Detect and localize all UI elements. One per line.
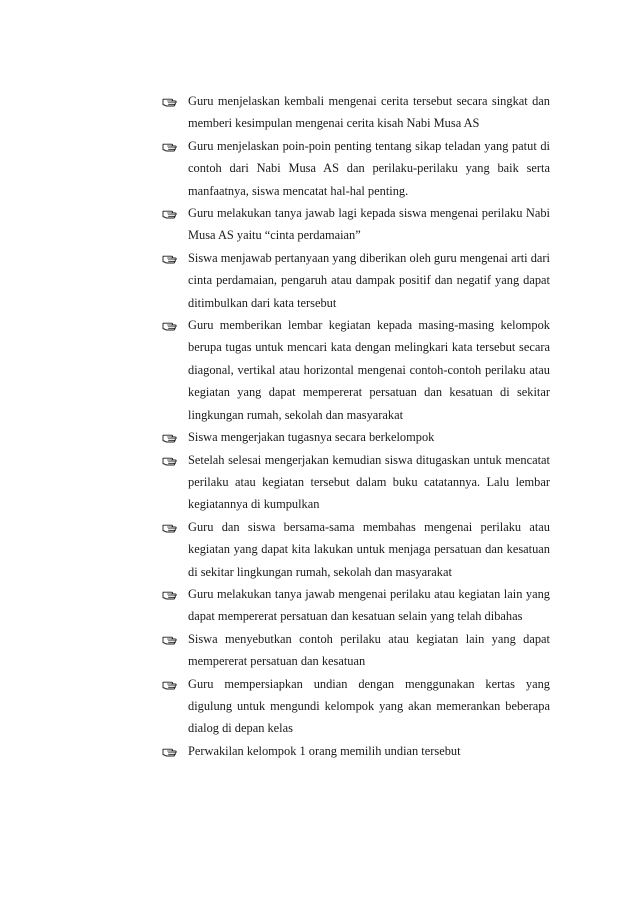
list-item (162, 449, 550, 516)
list-item-text: Setelah selesai mengerjakan kemudian siswa ditugaskan untuk mencatat perilaku atau kegiatan tersebut dalam buku catatannya. Lalu lembar kegiatannya di kumpulkan (188, 452, 550, 512)
pointing-hand-icon (162, 583, 180, 605)
list-item (162, 583, 550, 628)
pointing-hand-icon (162, 314, 180, 336)
list-item-text: Siswa mengerjakan tugasnya secara berkelompok (188, 430, 435, 445)
list-item-text: Guru melakukan tanya jawab mengenai perilaku atau kegiatan lain yang dapat mempererat persatuan dan kesatuan selain yang telah dibahas (188, 586, 550, 624)
pointing-hand-icon (162, 673, 180, 695)
list-item-text: Siswa menjawab pertanyaan yang diberikan oleh guru mengenai arti dari cinta perdamaian, pengaruh atau dampak positif dan negatif yang dapat ditimbulkan dari kata tersebut (188, 250, 550, 310)
list-item-text: Guru dan siswa bersama-sama membahas mengenai perilaku atau kegiatan yang dapat kita lakukan untuk menjaga persatuan dan kesatuan di sekitar lingkungan rumah, sekolah dan masyarakat (188, 519, 550, 579)
list-item (162, 673, 550, 740)
pointing-hand-icon (162, 740, 180, 762)
pointing-hand-icon (162, 247, 180, 269)
list-item-text: Siswa menyebutkan contoh perilaku atau kegiatan lain yang dapat mempererat persatuan dan kesatuan (188, 631, 550, 669)
list-item (162, 426, 550, 448)
list-item-text: Guru melakukan tanya jawab lagi kepada siswa mengenai perilaku Nabi Musa AS yaitu “cinta perdamaian” (188, 206, 550, 243)
pointing-hand-icon (162, 449, 180, 471)
pointing-hand-icon (162, 426, 180, 448)
list-item (162, 516, 550, 583)
list-item (162, 247, 550, 314)
list-item (162, 628, 550, 673)
list-item-text: Guru menjelaskan kembali mengenai cerita tersebut secara singkat dan memberi kesimpulan mengenai cerita kisah Nabi Musa AS (188, 94, 550, 131)
pointing-hand-icon (162, 628, 180, 650)
list-item (162, 90, 550, 135)
list-item (162, 202, 550, 247)
list-item-text: Guru memberikan lembar kegiatan kepada masing-masing kelompok berupa tugas untuk mencari kata dengan melingkari kata tersebut secara diagonal, vertikal atau horizontal mengenai contoh-contoh perilaku atau kegiatan yang dapat mempererat persatuan dan kesatuan di sekitar lingkungan rumah, sekolah dan masyarakat (188, 318, 550, 422)
list-item (162, 135, 550, 202)
pointing-hand-icon (162, 135, 180, 157)
list-item-text: Guru mempersiapkan undian dengan menggunakan kertas yang digulung untuk mengundi kelompok yang akan memerankan beberapa dialog di depan kelas (188, 676, 550, 736)
pointing-hand-icon (162, 202, 180, 224)
pointing-hand-icon (162, 516, 180, 538)
list-item-text: Guru menjelaskan poin-poin penting tentang sikap teladan yang patut di contoh dari Nabi Musa AS dan perilaku-perilaku yang baik serta manfaatnya, siswa mencatat hal-hal penting. (188, 138, 550, 198)
pointing-hand-icon (162, 90, 180, 112)
list-item (162, 314, 550, 426)
activity-list (162, 90, 550, 762)
list-item-text: Perwakilan kelompok 1 orang memilih undian tersebut (188, 743, 461, 758)
list-item (162, 740, 550, 762)
